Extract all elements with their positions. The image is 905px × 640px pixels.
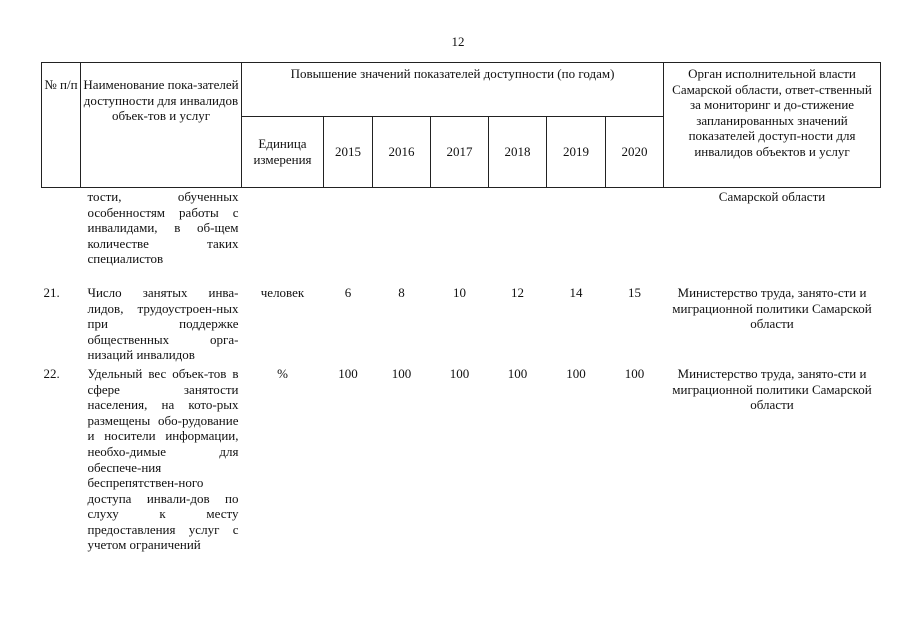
page-number: 12 bbox=[451, 34, 465, 49]
table-row-continued bbox=[42, 188, 881, 267]
row-value bbox=[489, 188, 547, 267]
header-year: 2016 bbox=[373, 117, 431, 188]
header-year: 2018 bbox=[489, 117, 547, 188]
header-indicator-name: Наименование пока-зателей доступности для инвалидов объек-тов и услуг bbox=[81, 63, 242, 188]
row-responsible-authority: Самарской области bbox=[718, 189, 826, 204]
header-year: 2017 bbox=[431, 117, 489, 188]
accessibility-indicators-table bbox=[41, 62, 881, 553]
row-value bbox=[373, 188, 431, 267]
row-value bbox=[431, 188, 489, 267]
header-year: 2020 bbox=[606, 117, 664, 188]
row-value: 100 bbox=[338, 365, 358, 381]
row-value: 100 bbox=[507, 365, 528, 381]
header-responsible-authority: Орган исполнительной власти Самарской области, ответ-ственный за мониторинг и до-стижение запланированных значений показателей доступ-ности для инвалидов объектов и услуг bbox=[664, 63, 881, 188]
row-value bbox=[547, 188, 606, 267]
row-unit: человек bbox=[260, 284, 305, 300]
header-number: № п/п bbox=[42, 63, 81, 188]
row-indicator-name: Удельный вес объек-тов в сфере занятости населения, на кото-рых размещены обо-рудование и носители информации, необхо-димые для обеспече-ния беспрепятствен-ного доступа инвали-дов по слуху к месту предоставления услуг с учетом ограничений bbox=[87, 365, 239, 553]
row-indicator-name: Число занятых инва-лидов, трудоустроен-ных при поддержке общественных орга-низаций инвалидов bbox=[87, 284, 239, 363]
header-unit: Единица измерения bbox=[242, 117, 324, 188]
row-indicator-name: тости, обученных особенностям работы с инвалидами, в об-щем количестве таких специалистов bbox=[87, 189, 239, 267]
header-yearly-increase: Повышение значений показателей доступности (по годам) bbox=[242, 63, 664, 117]
row-value: 6 bbox=[344, 284, 352, 300]
header-year: 2019 bbox=[547, 117, 606, 188]
row-responsible-authority: Министерство труда, занято-сти и миграционной политики Самарской области bbox=[672, 365, 872, 413]
row-unit: % bbox=[277, 365, 288, 381]
row-number bbox=[42, 188, 81, 267]
row-unit bbox=[242, 188, 324, 267]
row-value bbox=[324, 188, 373, 267]
header-year: 2015 bbox=[324, 117, 373, 188]
row-value: 15 bbox=[628, 284, 641, 300]
table-body bbox=[42, 188, 881, 554]
row-number: 22. bbox=[43, 365, 60, 381]
row-value: 12 bbox=[511, 284, 524, 300]
row-value: 100 bbox=[449, 365, 470, 381]
row-value: 100 bbox=[624, 365, 645, 381]
row-number: 21. bbox=[43, 284, 60, 300]
row-responsible-authority: Министерство труда, занято-сти и миграционной политики Самарской области bbox=[672, 284, 872, 332]
row-value bbox=[606, 188, 664, 267]
row-value: 100 bbox=[566, 365, 586, 381]
row-value: 10 bbox=[453, 284, 466, 300]
table-row bbox=[42, 363, 881, 553]
table-header bbox=[42, 63, 881, 188]
row-value: 100 bbox=[391, 365, 412, 381]
row-value: 8 bbox=[398, 284, 405, 300]
table-row bbox=[42, 267, 881, 363]
row-value: 14 bbox=[569, 284, 583, 300]
